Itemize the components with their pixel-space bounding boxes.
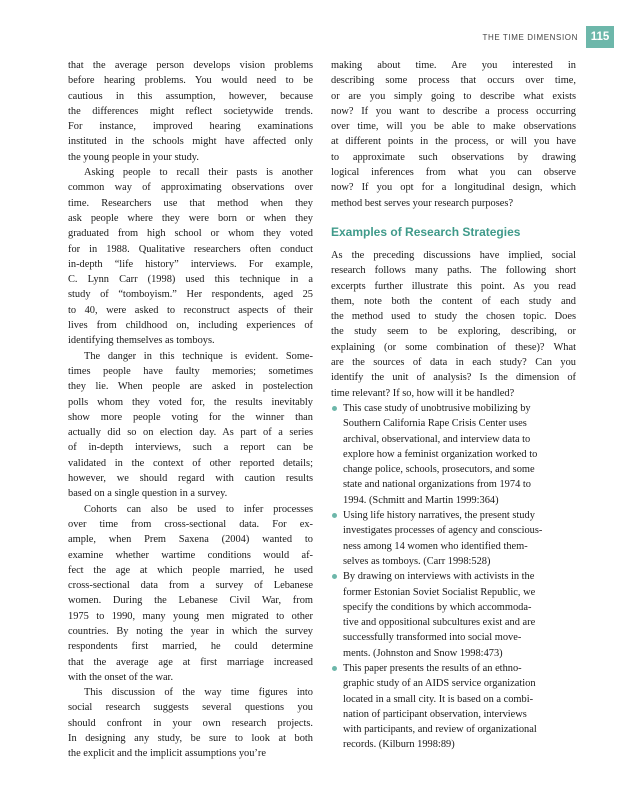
text-line: examine whether wartime conditions would af-: [68, 549, 313, 561]
text-line: now? If you opt for a longitudinal design, which: [331, 182, 576, 194]
text-line: common way of approximating observations over: [68, 182, 313, 194]
text-line: ask people where they were born or when they: [68, 212, 313, 224]
text-line: now? If you want to describe a process occurring: [331, 105, 576, 117]
text-line: identifying themselves as tomboys.: [68, 335, 215, 347]
text-line: explaining (or some combination of these)? What: [331, 341, 576, 353]
text-line: women. During the Lebanese Civil War, from: [68, 595, 313, 607]
text-line: cautious in this assumption, however, because: [68, 90, 313, 102]
text-line: In designing any study, be sure to look at both: [68, 733, 313, 745]
paragraph: [68, 58, 313, 165]
text-line: excerpts further illustrate this point. As you read: [331, 280, 576, 292]
section-heading: Examples of Research Strategies: [331, 224, 521, 239]
text-line: As the preceding discussions have implied, social: [331, 249, 576, 261]
text-line: are the sources of data in each study? Can you: [331, 357, 576, 369]
text-line: to approximate such observations by drawing: [331, 151, 576, 163]
right-column: [331, 58, 576, 753]
paragraph: [68, 349, 313, 502]
text-line: lives from childhood on, including experiences of: [68, 320, 313, 332]
left-column: [68, 58, 313, 762]
text-line: method best serves your research purposes?: [331, 197, 514, 209]
text-line: show more people voting for the winner than: [68, 411, 313, 423]
text-line: they lie. When people are asked in postelection: [68, 381, 313, 393]
text-line: with the onset of the war.: [68, 671, 174, 683]
text-line: successfully transformed into social move-: [343, 632, 522, 644]
text-line: actually did so on election day. As part of a series: [68, 427, 313, 439]
text-line: 1975 to 1990, many young men migrated to other: [68, 610, 313, 622]
intro-paragraph: [331, 58, 576, 211]
text-line: explore how a feminist organization worked to: [343, 448, 538, 460]
text-line: the study seem to be exploring, describing, or: [331, 326, 576, 338]
page-number: 115: [586, 26, 614, 48]
bullet-item: [331, 401, 576, 508]
text-line: over time, will you be able to make observations: [331, 121, 576, 133]
bullet-item: [331, 569, 576, 661]
text-line: to 40, were asked to reconstruct aspects of their: [68, 304, 313, 316]
text-line: countries. By noting the year in which the survey: [68, 625, 313, 637]
text-line: instituted in the schools might have affected only: [68, 136, 313, 148]
text-line: research follows many paths. The following short: [331, 265, 576, 277]
text-line: investigates processes of agency and conscious-: [343, 525, 543, 537]
text-line: times people have faulty memories; sometimes: [68, 365, 313, 377]
bullet-item: [331, 661, 576, 753]
text-line: former Estonian Soviet Socialist Republic, we: [343, 586, 536, 598]
text-line: Asking people to recall their pasts is another: [84, 167, 313, 179]
text-line: Southern California Rape Crisis Center uses: [343, 418, 527, 430]
text-line: study of “tomboyism.” Her respondents, aged 25: [68, 289, 313, 301]
text-line: over time from cross-sectional data. For ex-: [68, 518, 313, 530]
text-line: records. (Kilburn 1998:89): [343, 739, 455, 751]
text-line: nation of participant observation, interviews: [343, 708, 527, 720]
bullet-dot-icon: [332, 406, 337, 411]
text-line: This discussion of the way time figures into: [84, 687, 313, 699]
text-line: located in a small city. It is based on a combi-: [343, 693, 534, 705]
body-paragraph: [331, 248, 576, 401]
text-line: making about time. Are you interested in: [331, 60, 576, 71]
text-line: 1994. (Schmitt and Martin 1999:364): [343, 494, 499, 506]
text-line: time relevant? If so, how will it be handled?: [331, 387, 515, 399]
bullet-dot-icon: [332, 666, 337, 671]
bullet-list: [331, 401, 576, 753]
text-line: respondents first married, he could determine: [68, 641, 313, 653]
text-line: ness among 14 women who identified them-: [343, 540, 528, 552]
text-line: By drawing on interviews with activists in the: [343, 571, 535, 583]
text-line: For instance, improved hearing examinations: [68, 121, 313, 133]
text-line: based on a single question in a survey.: [68, 488, 228, 500]
text-line: the differences might reflect societywide trends.: [68, 105, 313, 117]
text-line: at different points in the process, or will you have: [331, 136, 576, 148]
text-line: that the average age at first marriage increased: [68, 656, 313, 668]
text-line: state and national organizations from 1974 to: [343, 479, 531, 491]
text-line: change police, schools, prosecutors, and some: [343, 464, 535, 476]
text-line: specify the conditions by which accommoda-: [343, 601, 532, 613]
text-line: C. Lynn Carr (1998) used this technique in a: [68, 274, 313, 286]
text-line: or are you simply going to describe what exists: [331, 90, 576, 102]
running-title: THE TIME DIMENSION: [482, 32, 578, 42]
running-head: [482, 26, 614, 48]
text-line: identify the unit of analysis? Is the dimension of: [331, 372, 576, 384]
text-line: of in-depth interviews, such a report can be: [68, 442, 313, 454]
bullet-item: [331, 508, 576, 569]
text-line: time. Researchers use that method when they: [68, 197, 313, 209]
text-line: however, we should regard with caution results: [68, 473, 313, 485]
text-line: polls whom they voted for, the results inevitably: [68, 396, 313, 408]
text-line: This case study of unobtrusive mobilizing by: [343, 402, 531, 414]
text-line: Cohorts can also be used to infer processes: [84, 503, 313, 515]
text-line: graduated from high school or whom they voted: [68, 228, 313, 240]
text-line: This paper presents the results of an ethno-: [343, 662, 522, 674]
bullet-dot-icon: [332, 574, 337, 579]
text-line: the explicit and the implicit assumptions you’re: [68, 748, 266, 760]
text-line: archival, observational, and interview data to: [343, 433, 531, 445]
text-line: cross-sectional data from a survey of Lebanese: [68, 580, 313, 592]
text-line: describing some process that occurs over time,: [331, 75, 576, 87]
text-line: fect the age at which people married, he used: [68, 564, 313, 576]
text-line: with participants, and review of organizational: [343, 724, 537, 736]
text-line: The danger in this technique is evident. Some-: [84, 350, 313, 362]
paragraph: [68, 502, 313, 686]
text-line: before hearing problems. You would need to be: [68, 75, 313, 87]
text-line: should confront in your own research projects.: [68, 717, 313, 729]
text-line: the young people in your study.: [68, 151, 199, 163]
text-line: Using life history narratives, the present study: [343, 510, 535, 522]
text-line: ample, when Prem Saxena (2004) wanted to: [68, 534, 313, 546]
text-line: in-depth “life history” interviews. For example,: [68, 258, 313, 270]
text-line: ments. (Johnston and Snow 1998:473): [343, 647, 503, 659]
text-line: that the average person develops vision problems: [68, 60, 313, 71]
text-line: logical inferences from what you can observe: [331, 167, 576, 179]
text-line: tive and oppositional subcultures exist and are: [343, 617, 536, 629]
text-line: them, note both the content of each study and: [331, 295, 576, 307]
text-line: selves as tomboys. (Carr 1998:528): [343, 555, 491, 567]
text-line: graphic study of an AIDS service organization: [343, 678, 536, 690]
text-line: social research suggests several questions you: [68, 702, 313, 714]
text-line: the method used to study the chosen topic. Does: [331, 311, 576, 323]
text-line: for in 1988. Qualitative researchers often conduct: [68, 243, 313, 255]
bullet-dot-icon: [332, 513, 337, 518]
paragraph: [68, 165, 313, 349]
paragraph: [68, 685, 313, 761]
text-line: validated in the context of other reported details;: [68, 457, 313, 469]
